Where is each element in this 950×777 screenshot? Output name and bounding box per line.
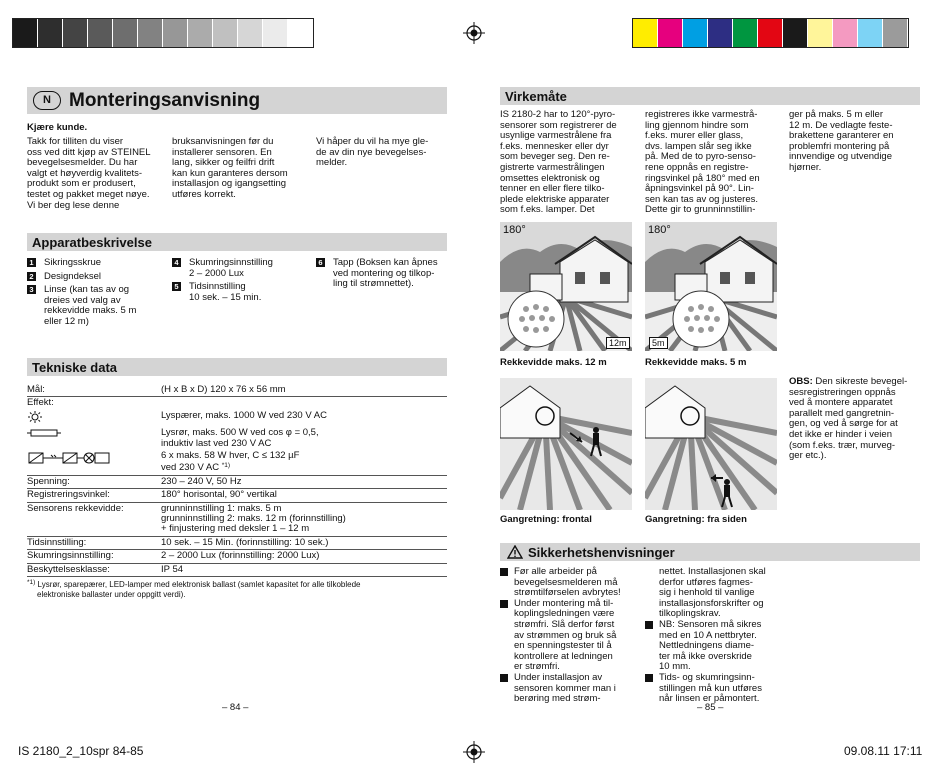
obs-line: OBS: Den sikreste bevegel- <box>789 376 908 387</box>
apparat-item <box>172 258 312 279</box>
page-title-bar <box>27 87 447 114</box>
color-swatch <box>733 19 758 47</box>
virk-line: ringsvinkel på 180° med en <box>645 172 760 184</box>
intro-line: Takk for tilliten du viser <box>27 136 124 147</box>
tech-value: (H x B x D) 120 x 76 x 56 mm <box>161 384 447 397</box>
virk-line: sensorer som registrerer de <box>500 119 617 131</box>
intro-line: bruksanvisningen før du <box>172 136 274 147</box>
virk-line: ger på maks. 5 m eller <box>789 109 883 120</box>
greeting: Kjære kunde. <box>27 122 88 133</box>
safety-cont-line: sig i henhold til vanlige <box>659 587 755 599</box>
footnote-line-1: Lysrør, sparepærer, LED-lamper med elektronisk ballast (samlet kapasitet for alle tilkoblede <box>37 580 361 589</box>
print-date: 09.08.11 17:11 <box>844 744 923 758</box>
virk-line: ling gjennom hindre som <box>645 119 749 131</box>
obs-line: (som f.eks. trær, murveg- <box>789 439 896 451</box>
footnote-mark: *1) <box>27 579 36 586</box>
tech-data-table <box>27 384 447 577</box>
intro-line: de av din nye bevegelses- <box>316 146 427 158</box>
range-illustration-12m <box>500 222 632 351</box>
apparat-item <box>316 258 456 290</box>
item-number: 6 <box>316 258 325 267</box>
obs-note <box>789 377 924 462</box>
virk-line: dvs. lampen slår seg ikke <box>645 140 752 152</box>
tech-label <box>27 410 161 427</box>
language-badge: N <box>33 91 61 110</box>
page-number-right: – 85 – <box>697 702 724 713</box>
virk-line: plede elektriske apparater <box>500 193 610 205</box>
section-header-virkemate <box>500 87 920 105</box>
color-bar <box>632 18 909 48</box>
safety-cont-line: tilkoplingskrav. <box>659 608 721 620</box>
tech-label: Skumringsinnstilling: <box>27 550 161 563</box>
virk-line: innvendige og utvendige <box>789 151 893 163</box>
range-illustration-5m <box>645 222 777 351</box>
caption-range-12m: Rekkevidde maks. 12 m <box>500 357 607 368</box>
safety-cont-line: derfor utføres fagmes- <box>659 576 753 588</box>
item-text: Designdeksel <box>44 270 102 282</box>
angle-label: 180° <box>503 224 526 236</box>
safety-col-1 <box>500 567 640 705</box>
safety-bullet: Under installasjon av sensoren kommer man i berøring med strøm- <box>500 673 640 705</box>
walking-side-icon <box>645 378 777 510</box>
gray-swatch <box>213 19 238 47</box>
intro-line: testet og pakket meget nøye. <box>27 188 150 200</box>
print-info: IS 2180_2_10spr 84-85 <box>18 744 144 758</box>
safety-col-2 <box>645 567 785 705</box>
bullet-square-icon <box>500 600 508 608</box>
intro-col-3 <box>316 137 428 169</box>
item-text: Tapp (Boksen kan åpnes ved montering og tilkop- ling til strømnettet). <box>333 257 438 290</box>
gray-swatch <box>163 19 188 47</box>
tech-value: 2 – 2000 Lux (forinnstilling: 2000 Lux) <box>161 550 447 563</box>
apparat-item <box>27 272 167 283</box>
safety-cont-line: nettet. Installasjonen skal <box>659 566 766 577</box>
intro-line: bevegelsesmelder. Du har <box>27 157 138 169</box>
section-title: Virkemåte <box>505 89 567 104</box>
caption-side: Gangretning: fra siden <box>645 514 747 525</box>
intro-line: valgt et høyverdig kvalitets- <box>27 167 143 179</box>
apparat-col-1 <box>27 258 167 331</box>
color-swatch <box>833 19 858 47</box>
tech-label <box>27 427 161 450</box>
virk-line: f.eks. mennesker eller dyr <box>500 140 609 152</box>
virk-line: gistrerte varmestrålingen <box>500 161 605 173</box>
section-header-tech <box>27 358 447 376</box>
tech-row <box>27 502 447 536</box>
virk-line: IS 2180-2 har to 120°-pyro- <box>500 109 616 120</box>
intro-line: melder. <box>316 157 348 169</box>
bullet-square-icon <box>500 674 508 682</box>
intro-col-2 <box>172 137 288 201</box>
warning-triangle-icon <box>507 545 523 559</box>
color-swatch <box>683 19 708 47</box>
item-number: 4 <box>172 258 181 267</box>
intro-line: kan kun garanteres dersom <box>172 167 288 179</box>
gray-swatch <box>188 19 213 47</box>
item-text: Linse (kan tas av og dreies ved valg av rekkevidde maks. 5 m eller 12 m) <box>44 284 137 327</box>
gray-swatch <box>63 19 88 47</box>
tech-row <box>27 410 447 427</box>
virk-line: åpningsvinkel på 90°. Lin- <box>645 183 754 195</box>
gray-swatch <box>38 19 63 47</box>
tech-row <box>27 536 447 549</box>
tech-row <box>27 397 447 410</box>
section-header-apparat <box>27 233 447 251</box>
tech-label: Spenning: <box>27 475 161 488</box>
page-number-left: – 84 – <box>222 702 249 713</box>
tech-label: Registreringsvinkel: <box>27 489 161 502</box>
bullet-square-icon <box>645 674 653 682</box>
virk-line: 12 m. De vedlagte feste- <box>789 119 893 131</box>
color-swatch <box>858 19 883 47</box>
tech-label: Mål: <box>27 384 161 397</box>
virk-col-3 <box>789 110 894 174</box>
obs-line: det ikke er hinder i veien <box>789 428 892 440</box>
virk-col-1 <box>500 110 617 216</box>
intro-line: produkt som er produsert, <box>27 178 136 190</box>
walking-frontal-illustration <box>500 378 632 510</box>
virk-line: som f.eks. lamper. Det <box>500 204 595 216</box>
virk-line: Dette gir to grunninnstillin- <box>645 204 756 216</box>
virk-col-2 <box>645 110 760 216</box>
tech-label <box>27 450 161 475</box>
item-text: Skumringsinnstilling 2 – 2000 Lux <box>189 257 273 279</box>
virk-line: rene oppnås en registre- <box>645 161 749 173</box>
caption-range-5m: Rekkevidde maks. 5 m <box>645 357 747 368</box>
virk-line: omsettes elektronisk og <box>500 172 600 184</box>
intro-line: installasjon og igangsetting <box>172 178 287 190</box>
walking-side-illustration <box>645 378 777 510</box>
registration-mark-icon <box>463 741 485 763</box>
item-text: Tidsinnstilling 10 sek. – 15 min. <box>189 281 262 303</box>
tech-value: IP 54 <box>161 563 447 576</box>
virk-line: sen kan tas av og justeres. <box>645 193 759 205</box>
page-title: Monteringsanvisning <box>69 90 261 111</box>
safety-bullet: NB: Sensoren må sikres med en 10 A nettbryter. Nettledningens diame- ter må ikke overskride 10 mm. <box>645 620 785 673</box>
tech-label: Effekt: <box>27 397 54 409</box>
tech-value: 6 x maks. 58 W hver, C ≤ 132 µF ved 230 V AC $^{*1)}$ <box>161 450 447 475</box>
apparat-col-2 <box>172 258 312 306</box>
virk-line: på. Med de to pyro-senso- <box>645 151 756 163</box>
obs-line: ved å montere apparatet <box>789 397 893 409</box>
angle-label: 180° <box>648 224 671 236</box>
virk-line: problemfri montering på <box>789 140 890 152</box>
intro-line: Vi håper du vil ha mye gle- <box>316 136 429 147</box>
color-swatch <box>883 19 908 47</box>
tube-icon <box>27 430 61 441</box>
intro-line: oss ved ditt kjøp av STEINEL <box>27 146 151 158</box>
gray-swatch <box>13 19 38 47</box>
gray-swatch <box>238 19 263 47</box>
gray-swatch <box>113 19 138 47</box>
item-number: 2 <box>27 272 36 281</box>
bullet-square-icon <box>645 621 653 629</box>
range-label: 5m <box>649 337 668 349</box>
virk-line: usynlige varmestrålene fra <box>500 130 612 142</box>
apparat-col-3 <box>316 258 456 293</box>
tech-value: 230 – 240 V, 50 Hz <box>161 475 447 488</box>
range-label: 12m <box>606 337 630 349</box>
obs-line: sesregistreringen oppnås <box>789 386 896 398</box>
tech-value: Lysrør, maks. 500 W ved cos φ = 0,5, induktiv last ved 230 V AC <box>161 427 319 449</box>
virk-line: som beveger seg. Den re- <box>500 151 610 163</box>
intro-line: installerer sensoren. En <box>172 146 272 158</box>
registration-mark-icon <box>463 22 485 44</box>
color-swatch <box>808 19 833 47</box>
section-title: Tekniske data <box>32 360 118 375</box>
color-swatch <box>708 19 733 47</box>
tech-row <box>27 384 447 397</box>
tech-value <box>161 397 447 410</box>
color-swatch <box>758 19 783 47</box>
apparat-item <box>172 282 312 303</box>
tech-row <box>27 563 447 576</box>
house-scene-icon <box>645 222 777 351</box>
tech-value: Lyspærer, maks. 1000 W ved 230 V AC <box>161 409 327 421</box>
section-title: Sikkerhetshenvisninger <box>528 545 675 560</box>
virk-line: registreres ikke varmestrå- <box>645 109 758 120</box>
safety-bullet: Tids- og skumringsinn- stillingen må kun utføres når linsen er påmontert. <box>645 673 785 705</box>
gray-swatch <box>88 19 113 47</box>
obs-line: ger etc.). <box>789 450 827 462</box>
tech-row <box>27 489 447 502</box>
footnote-line-2: elektroniske ballaster under oppgitt verdi). <box>37 590 186 599</box>
bullet-square-icon <box>500 568 508 576</box>
house-scene-icon <box>500 222 632 351</box>
color-swatch <box>658 19 683 47</box>
tech-value: 180° horisontal, 90° vertikal <box>161 489 447 502</box>
footnote <box>27 578 447 600</box>
intro-line: utføres korrekt. <box>172 188 236 200</box>
bulb-icon <box>27 415 43 426</box>
gray-swatch <box>288 19 313 47</box>
intro-line: lang, sikker og feilfri drift <box>172 157 275 169</box>
tech-value: 10 sek. – 15 Min. (forinnstilling: 10 sek.) <box>161 536 447 549</box>
virk-line: brakettene garanterer en <box>789 130 894 142</box>
obs-line: gen, og ved å sørge for at <box>789 418 898 430</box>
ballast-icon <box>27 457 111 468</box>
item-number: 1 <box>27 258 36 267</box>
intro-col-1 <box>27 137 151 211</box>
tech-row <box>27 550 447 563</box>
safety-cont-line: installasjonsforskrifter og <box>659 597 764 609</box>
safety-bullet: Under montering må til- koplingsledningen være strømfri. Slå derfor først av strømmen og bruk så en spenningstester til å kontrollere at ledningen er strømfri. <box>500 599 640 673</box>
caption-frontal: Gangretning: frontal <box>500 514 592 525</box>
virk-line: tenner en eller flere tilko- <box>500 183 605 195</box>
section-title: Apparatbeskrivelse <box>32 235 152 250</box>
intro-line: Vi ber deg lese denne <box>27 199 120 211</box>
tech-label: Beskyttelsesklasse: <box>27 563 161 576</box>
gray-swatch <box>263 19 288 47</box>
gray-swatch <box>138 19 163 47</box>
section-header-safety <box>500 543 920 561</box>
virk-line: hjørner. <box>789 161 822 173</box>
tech-label: Sensorens rekkevidde: <box>27 502 161 536</box>
virk-line: f.eks. murer eller glass, <box>645 130 744 142</box>
apparat-item <box>27 285 167 327</box>
apparat-item <box>27 258 167 269</box>
tech-value: grunninnstilling 1: maks. 5 m grunninnstilling 2: maks. 12 m (forinnstilling) + finjustering med deksler 1 – 12 m <box>161 502 447 536</box>
walking-frontal-icon <box>500 378 632 510</box>
tech-label: Tidsinnstilling: <box>27 536 161 549</box>
item-number: 5 <box>172 282 181 291</box>
tech-row <box>27 427 447 450</box>
item-text: Sikringsskrue <box>44 257 102 268</box>
tech-row <box>27 450 447 475</box>
color-swatch <box>783 19 808 47</box>
obs-line: parallelt med gangretnin- <box>789 407 895 419</box>
grayscale-bar <box>12 18 314 48</box>
safety-bullet: Før alle arbeider på bevegelsesmelderen må strømtilførselen avbrytes! <box>500 567 640 599</box>
tech-row <box>27 475 447 488</box>
color-swatch <box>633 19 658 47</box>
item-number: 3 <box>27 285 36 294</box>
